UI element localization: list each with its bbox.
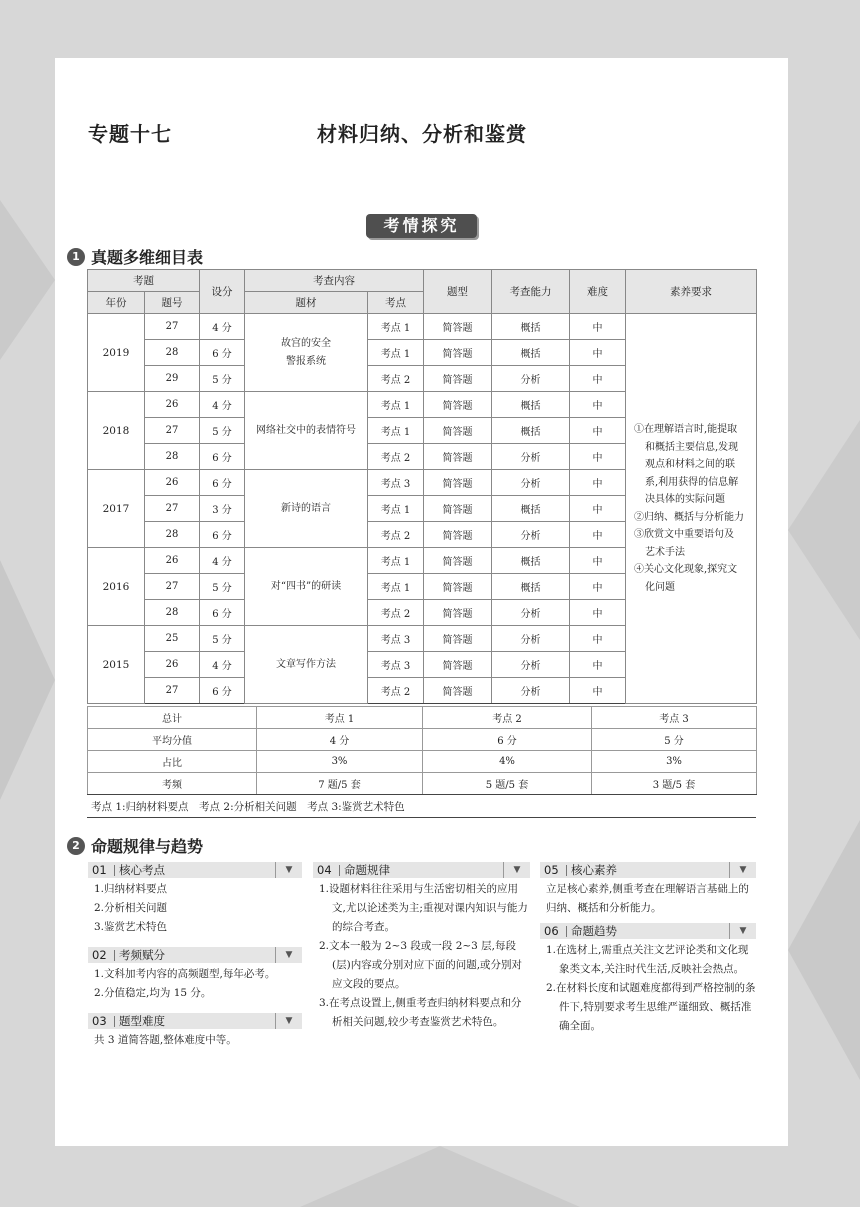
cell-year: 2015 <box>88 626 145 704</box>
separator <box>114 950 115 961</box>
quality-line: ③欣赏文中重要语句及 <box>634 529 734 540</box>
exam-detail-table <box>87 269 757 704</box>
box-05 <box>540 862 756 918</box>
cell-point: 考点 2 <box>368 366 424 392</box>
table-footnote: 考点 1:归纳材料要点 考点 2:分析相关问题 考点 3:鉴赏艺术特色 <box>91 801 405 813</box>
quality-line: ④关心文化现象,探究文 <box>634 564 738 575</box>
summary-row <box>88 707 757 729</box>
cell-score: 4 分 <box>200 392 245 418</box>
box-item: 3.在考点设置上,侧重考查归纳材料要点和分析相关问题,较少考查鉴赏艺术特色。 <box>319 997 522 1028</box>
cell-score: 5 分 <box>200 366 245 392</box>
summary-label: 占比 <box>88 751 257 773</box>
quality-line: 决具体的实际问题 <box>645 494 725 505</box>
cell-ability: 概括 <box>492 340 570 366</box>
box-number: 02 <box>92 948 107 962</box>
cell-difficulty: 中 <box>570 470 626 496</box>
cell-ability: 分析 <box>492 652 570 678</box>
cell-difficulty: 中 <box>570 314 626 340</box>
cell-difficulty: 中 <box>570 340 626 366</box>
header-question-number: 题号 <box>145 292 200 314</box>
cell-material: 故宫的安全 警报系统 <box>245 314 368 392</box>
box-02 <box>88 947 302 1003</box>
cell-year: 2017 <box>88 470 145 548</box>
chevron-down-icon[interactable]: ▼ <box>275 862 302 878</box>
cell-ability: 概括 <box>492 574 570 600</box>
cell-type: 简答题 <box>424 392 492 418</box>
box-title: 命题趋势 <box>571 924 617 938</box>
cell-score: 6 分 <box>200 470 245 496</box>
summary-value: 5 分 <box>592 729 757 751</box>
cell-type: 简答题 <box>424 574 492 600</box>
cell-ability: 分析 <box>492 522 570 548</box>
cell-type: 简答题 <box>424 678 492 704</box>
cell-ability: 概括 <box>492 314 570 340</box>
quality-line: 和概括主要信息,发现 <box>645 441 739 453</box>
box-header <box>540 923 756 939</box>
header-content: 考查内容 <box>245 270 424 292</box>
box-item: 2.分析相关问题 <box>94 902 168 914</box>
cell-year: 2019 <box>88 314 145 392</box>
summary-value: 考点 1 <box>257 707 423 729</box>
cell-difficulty: 中 <box>570 548 626 574</box>
cell-point: 考点 1 <box>368 574 424 600</box>
cell-question-number: 25 <box>145 626 200 652</box>
header-difficulty: 难度 <box>570 270 626 314</box>
cell-score: 3 分 <box>200 496 245 522</box>
cell-question-number: 26 <box>145 392 200 418</box>
cell-point: 考点 1 <box>368 548 424 574</box>
summary-row <box>88 773 757 795</box>
box-number: 04 <box>317 863 332 877</box>
cell-score: 6 分 <box>200 678 245 704</box>
cell-difficulty: 中 <box>570 392 626 418</box>
box-06 <box>540 923 756 1036</box>
cell-ability: 概括 <box>492 392 570 418</box>
cell-question-number: 27 <box>145 574 200 600</box>
cell-difficulty: 中 <box>570 366 626 392</box>
summary-value: 3% <box>257 751 423 773</box>
cell-type: 简答题 <box>424 418 492 444</box>
cell-year: 2016 <box>88 548 145 626</box>
cell-ability: 分析 <box>492 444 570 470</box>
cell-type: 简答题 <box>424 652 492 678</box>
cell-score: 6 分 <box>200 340 245 366</box>
cell-point: 考点 1 <box>368 392 424 418</box>
header-ability: 考查能力 <box>492 270 570 314</box>
cell-point: 考点 2 <box>368 522 424 548</box>
separator <box>339 865 340 876</box>
separator <box>114 865 115 876</box>
box-item: 1.在选材上,需重点关注文艺评论类和文化现象类文本,关注时代生活,反映社会热点。 <box>546 944 749 975</box>
cell-difficulty: 中 <box>570 496 626 522</box>
cell-material: 新诗的语言 <box>245 470 368 548</box>
chevron-down-icon[interactable]: ▼ <box>503 862 530 878</box>
cell-score: 4 分 <box>200 548 245 574</box>
cell-type: 简答题 <box>424 366 492 392</box>
cell-question-number: 27 <box>145 678 200 704</box>
section-heading-2 <box>67 834 203 857</box>
summary-row <box>88 751 757 773</box>
section-number-badge: 2 <box>67 837 85 855</box>
cell-point: 考点 1 <box>368 496 424 522</box>
box-03 <box>88 1013 302 1050</box>
box-number: 05 <box>544 863 559 877</box>
cell-material: 网络社交中的表情符号 <box>245 392 368 470</box>
box-item: 1.设题材料往往采用与生活密切相关的应用文,尤以论述类为主;重视对课内知识与能力的综合考查。 <box>319 883 528 933</box>
cell-material: 文章写作方法 <box>245 626 368 704</box>
quality-line: 系,利用获得的信息解 <box>645 476 739 488</box>
cell-quality-requirements <box>626 314 757 704</box>
cell-ability: 分析 <box>492 470 570 496</box>
box-body <box>88 1031 302 1050</box>
cell-score: 5 分 <box>200 574 245 600</box>
divider <box>87 817 756 818</box>
cell-type: 简答题 <box>424 314 492 340</box>
quality-line: 艺术手法 <box>645 546 685 558</box>
summary-value: 4 分 <box>257 729 423 751</box>
summary-label: 平均分值 <box>88 729 257 751</box>
box-header <box>88 947 302 963</box>
cell-point: 考点 1 <box>368 418 424 444</box>
section-title: 命题规律与趋势 <box>91 837 204 856</box>
cell-point: 考点 2 <box>368 444 424 470</box>
cell-difficulty: 中 <box>570 678 626 704</box>
table-row <box>88 314 757 340</box>
cell-score: 6 分 <box>200 444 245 470</box>
cell-point: 考点 1 <box>368 314 424 340</box>
cell-ability: 分析 <box>492 626 570 652</box>
cell-question-number: 26 <box>145 652 200 678</box>
summary-row <box>88 729 757 751</box>
box-header <box>540 862 756 878</box>
cell-type: 简答题 <box>424 600 492 626</box>
box-item: 2.在材料长度和试题难度都得到严格控制的条件下,特别要求考生思维严谨细致、概括准确全面。 <box>546 982 756 1032</box>
box-number: 06 <box>544 924 559 938</box>
summary-value: 4% <box>423 751 592 773</box>
box-title: 考频赋分 <box>119 948 165 962</box>
cell-point: 考点 1 <box>368 340 424 366</box>
box-title: 题型难度 <box>119 1014 165 1028</box>
cell-difficulty: 中 <box>570 600 626 626</box>
section-heading-1 <box>67 245 203 268</box>
cell-score: 6 分 <box>200 522 245 548</box>
cell-question-number: 28 <box>145 600 200 626</box>
header-type: 题型 <box>424 270 492 314</box>
section-banner: 考情探究 <box>366 214 477 238</box>
cell-year: 2018 <box>88 392 145 470</box>
cell-point: 考点 3 <box>368 626 424 652</box>
summary-label: 总计 <box>88 707 257 729</box>
chevron-down-icon[interactable]: ▼ <box>275 947 302 963</box>
cell-question-number: 29 <box>145 366 200 392</box>
cell-score: 5 分 <box>200 626 245 652</box>
header-point: 考点 <box>368 292 424 314</box>
cell-ability: 概括 <box>492 418 570 444</box>
header-quality: 素养要求 <box>626 270 757 314</box>
document-page <box>55 58 788 1146</box>
cell-difficulty: 中 <box>570 444 626 470</box>
cell-type: 简答题 <box>424 470 492 496</box>
summary-value: 5 题/5 套 <box>423 773 592 795</box>
section-title: 真题多维细目表 <box>91 248 204 267</box>
box-body <box>313 880 530 1032</box>
box-item: 1.文科加考内容的高频题型,每年必考。 <box>94 968 276 980</box>
chevron-down-icon[interactable]: ▼ <box>729 862 756 878</box>
box-number: 03 <box>92 1014 107 1028</box>
cell-difficulty: 中 <box>570 418 626 444</box>
box-item: 3.鉴赏艺术特色 <box>94 921 168 933</box>
separator <box>114 1016 115 1027</box>
box-header <box>88 862 302 878</box>
cell-ability: 概括 <box>492 548 570 574</box>
page-title: 材料归纳、分析和鉴赏 <box>317 122 527 146</box>
cell-type: 简答题 <box>424 548 492 574</box>
separator <box>566 865 567 876</box>
cell-material: 对“四书”的研读 <box>245 548 368 626</box>
cell-score: 5 分 <box>200 418 245 444</box>
section-number-badge: 1 <box>67 248 85 266</box>
cell-score: 6 分 <box>200 600 245 626</box>
cell-point: 考点 2 <box>368 600 424 626</box>
cell-question-number: 26 <box>145 548 200 574</box>
cell-difficulty: 中 <box>570 522 626 548</box>
summary-value: 考点 2 <box>423 707 592 729</box>
chevron-down-icon[interactable]: ▼ <box>729 923 756 939</box>
cell-question-number: 26 <box>145 470 200 496</box>
box-body <box>88 965 302 1003</box>
quality-line: 观点和材料之间的联 <box>645 459 735 470</box>
cell-question-number: 28 <box>145 444 200 470</box>
box-title: 命题规律 <box>344 863 390 877</box>
header-score: 设分 <box>200 270 245 314</box>
header-material: 题材 <box>245 292 368 314</box>
cell-type: 简答题 <box>424 626 492 652</box>
box-body <box>88 880 302 937</box>
cell-ability: 概括 <box>492 496 570 522</box>
box-item: 立足核心素养,侧重考查在理解语言基础上的归纳、概括和分析能力。 <box>546 883 749 914</box>
header-year: 年份 <box>88 292 145 314</box>
quality-line: ②归纳、概括与分析能力 <box>634 511 744 523</box>
box-title: 核心考点 <box>119 863 165 877</box>
box-04 <box>313 862 530 1032</box>
box-01 <box>88 862 302 937</box>
box-header <box>88 1013 302 1029</box>
cell-question-number: 28 <box>145 340 200 366</box>
summary-value: 考点 3 <box>592 707 757 729</box>
cell-difficulty: 中 <box>570 626 626 652</box>
cell-point: 考点 3 <box>368 470 424 496</box>
cell-point: 考点 2 <box>368 678 424 704</box>
cell-ability: 分析 <box>492 600 570 626</box>
cell-difficulty: 中 <box>570 574 626 600</box>
cell-question-number: 27 <box>145 418 200 444</box>
box-item: 1.归纳材料要点 <box>94 883 168 895</box>
box-body <box>540 941 756 1036</box>
cell-point: 考点 3 <box>368 652 424 678</box>
summary-value: 3% <box>592 751 757 773</box>
box-header <box>313 862 530 878</box>
quality-line: ①在理解语言时,能提取 <box>634 424 738 435</box>
summary-label: 考频 <box>88 773 257 795</box>
topic-number: 专题十七 <box>88 122 172 146</box>
cell-question-number: 27 <box>145 496 200 522</box>
box-item: 共 3 道简答题,整体难度中等。 <box>94 1034 237 1046</box>
box-item: 2.分值稳定,均为 15 分。 <box>94 987 212 999</box>
cell-difficulty: 中 <box>570 652 626 678</box>
quality-line: 化问题 <box>645 581 675 593</box>
summary-value: 6 分 <box>423 729 592 751</box>
cell-type: 简答题 <box>424 340 492 366</box>
cell-type: 简答题 <box>424 522 492 548</box>
cell-score: 4 分 <box>200 314 245 340</box>
summary-table <box>87 706 757 795</box>
cell-ability: 分析 <box>492 678 570 704</box>
separator <box>566 926 567 937</box>
box-item: 2.文本一般为 2~3 段或一段 2~3 层,每段(层)内容或分别对应下面的问题,或分别对应文段的要点。 <box>319 940 523 990</box>
box-title: 核心素养 <box>571 863 617 877</box>
cell-ability: 分析 <box>492 366 570 392</box>
box-body <box>540 880 756 918</box>
header-exam: 考题 <box>88 270 200 292</box>
summary-value: 7 题/5 套 <box>257 773 423 795</box>
summary-value: 3 题/5 套 <box>592 773 757 795</box>
cell-type: 简答题 <box>424 444 492 470</box>
box-number: 01 <box>92 863 107 877</box>
cell-score: 4 分 <box>200 652 245 678</box>
chevron-down-icon[interactable]: ▼ <box>275 1013 302 1029</box>
cell-question-number: 28 <box>145 522 200 548</box>
cell-type: 简答题 <box>424 496 492 522</box>
cell-question-number: 27 <box>145 314 200 340</box>
